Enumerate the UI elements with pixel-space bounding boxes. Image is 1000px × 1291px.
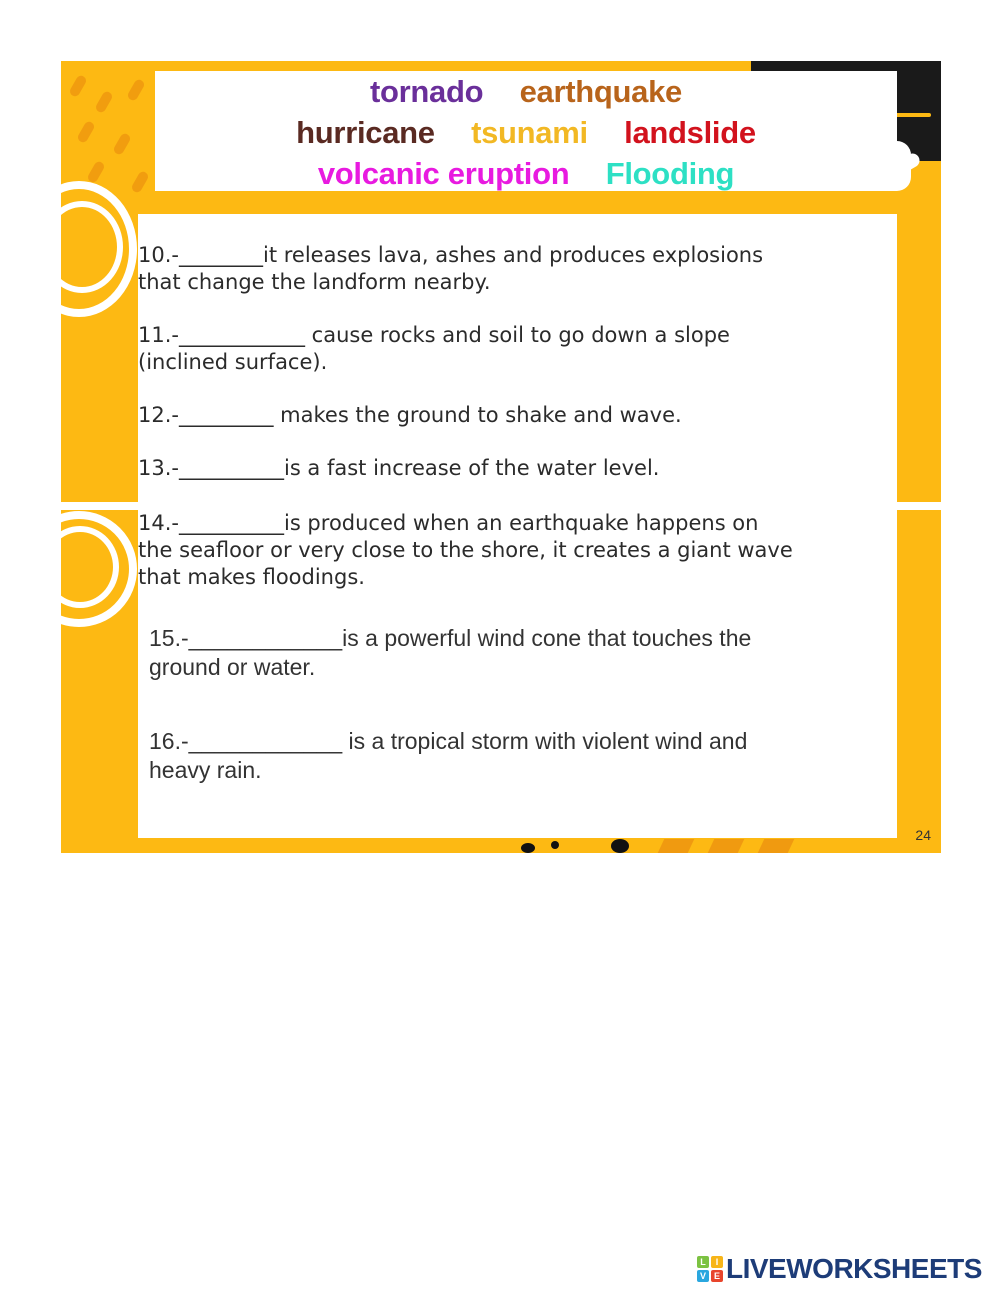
- question-number: 10.-: [138, 243, 179, 267]
- spot-decoration: [521, 843, 535, 853]
- logo-letter: L: [697, 1256, 709, 1268]
- dot-pattern-decoration: [130, 170, 150, 194]
- logo-letter: V: [697, 1270, 709, 1282]
- word-hurricane: hurricane: [296, 115, 435, 150]
- dot-pattern-decoration: [86, 160, 106, 184]
- stripe-decoration: [758, 839, 795, 853]
- spot-decoration: [551, 841, 559, 849]
- word-tornado: tornado: [369, 74, 484, 109]
- question-text: is produced when an earthquake happens on: [283, 511, 759, 535]
- question-text: that change the landform nearby.: [138, 270, 491, 294]
- question-15: [149, 624, 751, 682]
- answer-blank[interactable]: __________: [178, 511, 284, 535]
- word-landslide: landslide: [624, 115, 756, 150]
- dot-pattern-decoration: [68, 74, 88, 98]
- question-10: [138, 242, 763, 296]
- answer-blank[interactable]: ____________: [178, 323, 305, 347]
- answer-blank[interactable]: _________: [178, 403, 274, 427]
- question-text: is a tropical storm with violent wind and: [342, 728, 748, 754]
- question-number: 13.-: [138, 456, 179, 480]
- dot-pattern-decoration: [112, 132, 132, 156]
- dot-pattern-decoration: [126, 78, 146, 102]
- question-number: 16.-: [149, 728, 189, 754]
- question-text: is a powerful wind cone that touches the: [342, 625, 752, 651]
- worksheet-slide: [61, 61, 941, 853]
- question-number: 12.-: [138, 403, 179, 427]
- stripe-decoration: [708, 839, 745, 853]
- question-text: that makes floodings.: [138, 565, 365, 589]
- word-bank-row: [155, 71, 897, 112]
- word-bank: [155, 71, 897, 191]
- question-number: 11.-: [138, 323, 179, 347]
- question-text: is a fast increase of the water level.: [283, 456, 660, 480]
- word-tsunami: tsunami: [471, 115, 588, 150]
- question-12: [138, 402, 682, 429]
- question-text: cause rocks and soil to go down a slope: [304, 323, 730, 347]
- question-number: 14.-: [138, 511, 179, 535]
- word-bank-row: [155, 112, 897, 153]
- question-text: makes the ground to shake and wave.: [273, 403, 682, 427]
- dot-pattern-decoration: [94, 90, 114, 114]
- question-13: [138, 455, 659, 482]
- liveworksheets-logo[interactable]: [697, 1255, 982, 1283]
- logo-icon: [697, 1256, 723, 1282]
- question-text: (inclined surface).: [138, 350, 328, 374]
- word-earthquake: earthquake: [519, 74, 682, 109]
- dot-pattern-decoration: [76, 120, 96, 144]
- word-flooding: Flooding: [605, 156, 735, 191]
- question-14: [138, 510, 793, 591]
- question-text: it releases lava, ashes and produces explosions: [262, 243, 764, 267]
- answer-blank[interactable]: ____________: [188, 625, 343, 651]
- word-volcanic-eruption: volcanic eruption: [317, 156, 570, 191]
- stripe-decoration: [658, 839, 695, 853]
- answer-blank[interactable]: ____________: [188, 728, 343, 754]
- question-16: [149, 727, 747, 785]
- answer-blank[interactable]: __________: [178, 456, 284, 480]
- question-text: ground or water.: [149, 654, 316, 680]
- question-number: 15.-: [149, 625, 189, 651]
- logo-letter: I: [711, 1256, 723, 1268]
- question-11: [138, 322, 730, 376]
- spot-decoration: [611, 839, 629, 853]
- questions-panel: [138, 214, 897, 838]
- answer-blank[interactable]: ________: [178, 243, 263, 267]
- word-bank-row: [155, 153, 897, 194]
- question-text: heavy rain.: [149, 757, 262, 783]
- logo-letter: E: [711, 1270, 723, 1282]
- logo-text: LIVEWORKSHEETS: [726, 1253, 982, 1284]
- question-text: the seafloor or very close to the shore, it creates a giant wave: [138, 538, 793, 562]
- page-number: 24: [915, 827, 931, 843]
